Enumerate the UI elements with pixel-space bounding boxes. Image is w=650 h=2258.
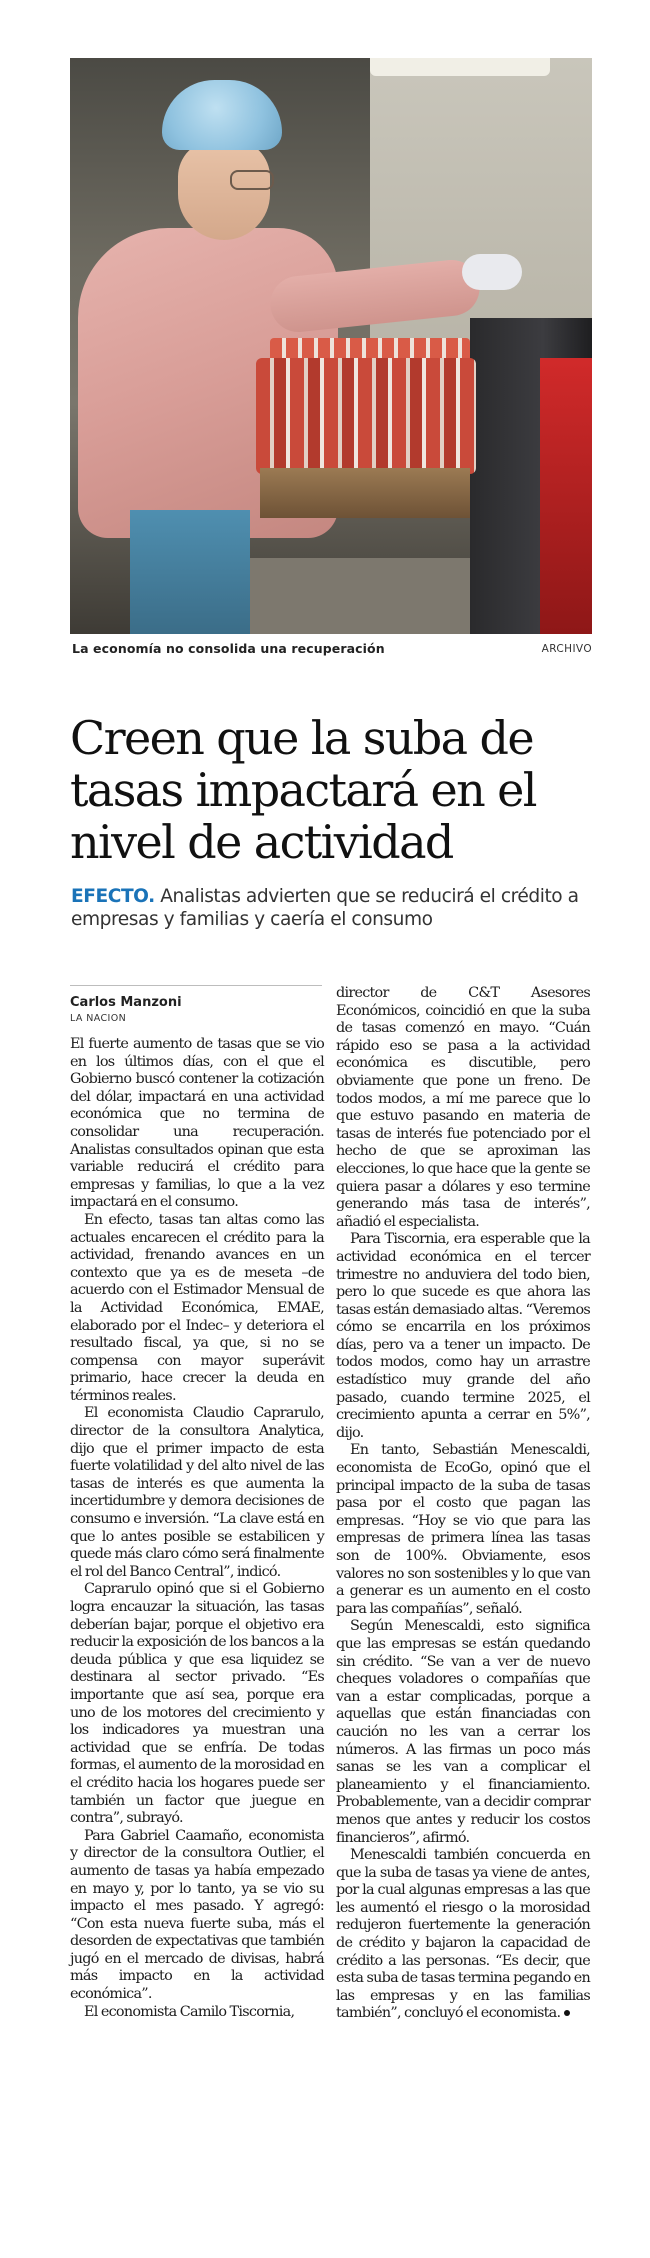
photo-worker-face	[178, 140, 270, 240]
photo-ceiling-light	[370, 58, 550, 76]
paragraph: director de C&T Asesores Económicos, coincidió en que la suba de tasas comenzó en mayo. “Cuán rápido eso se pasa a la actividad económica es discutible, pero obviamente que pone un freno. De todos modos, a mí me parece que lo que estuvo pasando en materia de tasas de interés fue potenciado por el hecho de que se aproximan las elecciones, lo que hace que la gente se quiera pasar a dólares y eso termine generando más tasa de interés”, añadió el especialista.	[336, 985, 590, 1230]
paragraph: El fuerte aumento de tasas que se vio en los últimos días, con el que el Gobierno buscó contener la cotización del dólar, impactará en una actividad económica que no termina de consolidar una recuperación. Analistas consultados opinan que esta variable reducirá el crédito para empresas y familias, lo que a la vez impactará en el consumo.	[70, 1036, 324, 1211]
article-photo	[70, 58, 592, 634]
column-right	[336, 985, 590, 2023]
photo-worker-pants	[130, 510, 250, 634]
end-of-article-mark	[564, 2010, 570, 2016]
paragraph: El economista Claudio Caprarulo, director de la consultora Analytica, dijo que el primer impacto de esta fuerte volatilidad y del alto nivel de las tasas de interés es que aumenta la incertidumbre y demora decisiones de consumo e inversión. “La clave está en que lo antes posible se estabilicen y quede más claro cómo será finalmente el rol del Banco Central”, indicó.	[70, 1405, 324, 1580]
paragraph: El economista Camilo Tiscornia,	[84, 2003, 295, 2020]
paragraph: En tanto, Sebastián Menescaldi, economista de EcoGo, opinó que el principal impacto de la suba de tasas pasa por el costo que pagan las empresas. “Hoy se vio que para las empresas de primera línea las tasas son de 100%. Obviamente, esos valores no son sostenibles y lo que van a generar es un aumento en el costo para las compañías”, señaló.	[336, 1442, 590, 1617]
subhead	[71, 885, 601, 931]
paragraph: En efecto, tasas tan altas como las actuales encarecen el crédito para la actividad, frenando avances en un contexto que ya es de meseta –de acuerdo con el Estimador Mensual de la Actividad Económica, EMAE, elaborado por el Indec– y deteriora el resultado fiscal, ya que, si no se compensa con mayor superávit primario, hace crecer la deuda en términos reales.	[70, 1211, 324, 1404]
paragraph: Para Gabriel Caamaño, economista y director de la consultora Outlier, el aumento de tasas ya había empezado en mayo y, por lo tanto, ya se vio su impacto el mes pasado. Y agregó: “Con esta nueva fuerte suba, más el desorden de expectativas que también jugó en el mercado de divisas, habrá más impacto en la actividad económica”.	[70, 1827, 324, 2003]
photo-red-machine-panel	[540, 358, 592, 634]
paragraph: Caprarulo opinó que si el Gobierno logra encauzar la situación, las tasas deberían bajar, porque el objetivo era reducir la exposición de los bancos a la deuda pública y que esa liquidez se destinara al sector privado. “Es importante que así sea, porque era uno de los motores del crecimiento y los indicadores ya muestran una actividad que se enfría. De todas formas, el aumento de la morosidad en el crédito hacia los hogares puede ser también un factor que juegue en contra”, subrayó.	[70, 1581, 324, 1827]
photo-worker-glove	[462, 254, 522, 290]
subhead-kicker: EFECTO.	[71, 886, 155, 907]
photo-caption-bar	[70, 641, 592, 661]
photo-product-packs	[256, 358, 476, 474]
photo-wooden-tray	[260, 468, 470, 518]
paragraph: Según Menescaldi, esto significa que las empresas se están quedando sin crédito. “Se van a ver de nuevo cheques voladores o compañías que van a estar complicadas, porque a aquellas que están financiadas con caución no les van a cerrar los números. A las firmas un poco más sanas se les van a complicar el planeamiento y el financiamiento. Probablemente, van a decidir comprar menos que antes y reducir los costos financieros”, afirmó.	[336, 1618, 590, 1846]
headline: Creen que la suba de tasas impactará en el nivel de actividad	[70, 711, 536, 869]
byline-author: Carlos Manzoni	[70, 995, 182, 1010]
paragraph: Para Tiscornia, era esperable que la actividad económica en el tercer trimestre no anduviera del todo bien, pero lo que sucede es que ahora las tasas están demasiado altas. “Veremos cómo se encarrila en los próximos días, pero va a tener un impacto. De todos modos, como hay un arrastre estadístico muy grande del año pasado, cuando termine 2025, el crecimiento apunta a cerrar en 5%”, dijo.	[336, 1231, 590, 1441]
photo-floor	[250, 558, 490, 634]
byline-outlet: LA NACION	[70, 1013, 127, 1024]
subhead-text: Analistas advierten que se reducirá el crédito a empresas y familias y caería el consumo	[71, 886, 579, 930]
photo-worker-cap	[162, 80, 282, 150]
paragraph-last	[336, 1847, 590, 2023]
byline-rule	[70, 985, 322, 986]
photo-caption: La economía no consolida una recuperación	[72, 641, 385, 656]
paragraph-last-text: Menescaldi también concuerda en que la suba de tasas ya viene de antes, por la cual algunas empresas a las que les aumentó el riesgo o la morosidad redujeron fuertemente la generación de crédito y bajaron la capacidad de crédito a las personas. “Es decir, que esta suba de tasas termina pegando en las empresas y en las familias también”, concluyó el economista.	[336, 1847, 590, 2022]
photo-worker-glasses	[230, 170, 274, 190]
column-left	[70, 1036, 324, 2021]
photo-credit: ARCHIVO	[541, 643, 592, 655]
article-body	[70, 985, 590, 2205]
